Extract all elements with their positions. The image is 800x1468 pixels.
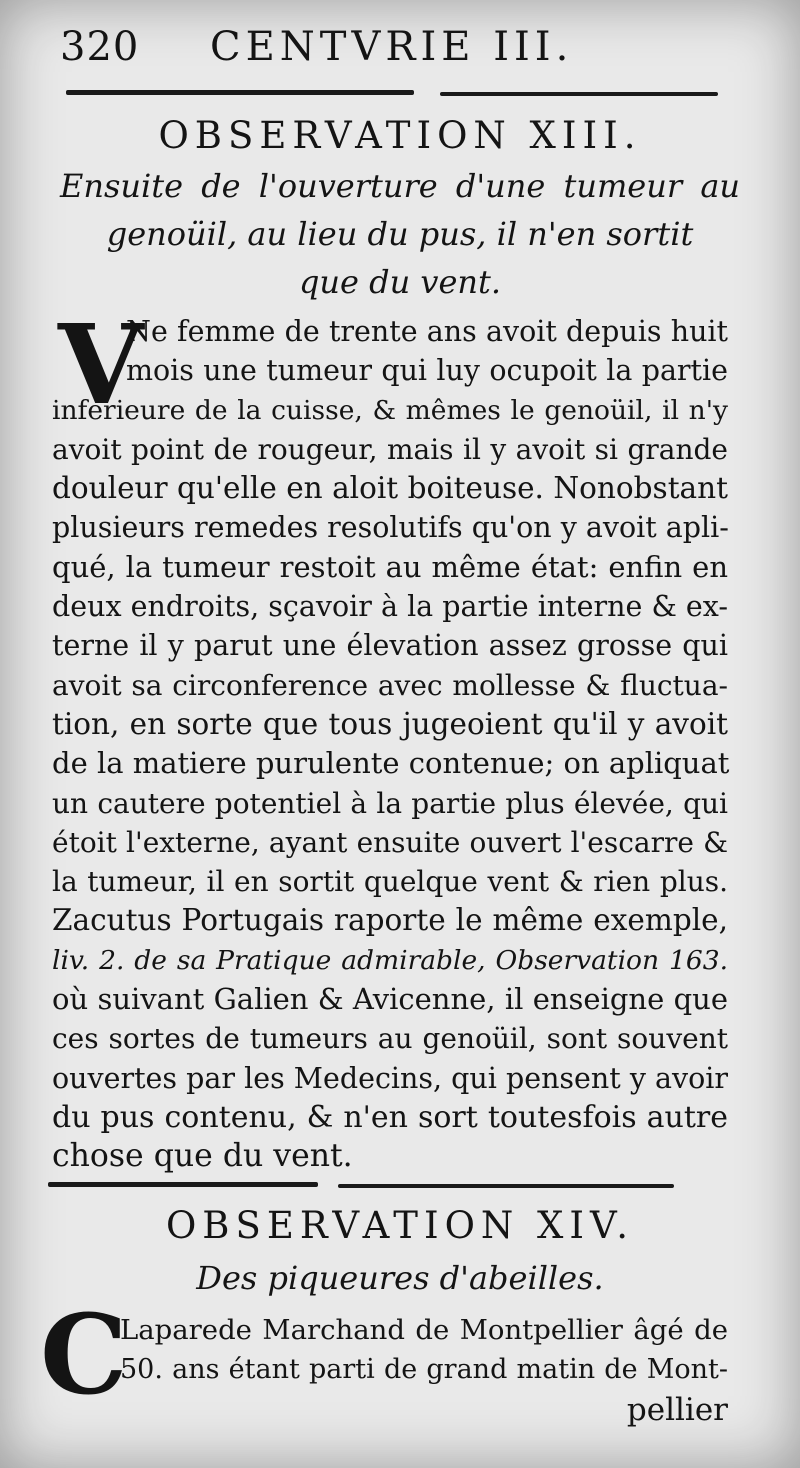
text-line: avoit sa circonference avec mollesse & fluctua- — [52, 668, 728, 702]
drop-cap-v: V — [58, 300, 144, 429]
text-line: ouvertes par les Medecins, qui pensent y avoir — [52, 1061, 728, 1095]
text-line: deux endroits, sçavoir à la partie interne & ex- — [52, 590, 728, 624]
observation-13-heading: OBSERVATION XIII. — [158, 114, 642, 157]
text-line: tion, en sorte que tous jugeoient qu'il y avoit — [52, 706, 728, 741]
text-line: Zacutus Portugais raporte le même exemple, — [52, 903, 728, 938]
text-line: Laparede Marchand de Montpellier âgé de — [120, 1314, 728, 1346]
text-line: de la matiere purulente contenue; on apliquat — [52, 746, 730, 781]
running-header — [60, 18, 720, 74]
text-line: chose que du vent. — [52, 1138, 353, 1175]
catchword: pellier — [626, 1392, 728, 1428]
subtitle-line: que du vent. — [298, 263, 502, 301]
running-title: CENTVRIE III. — [210, 24, 574, 70]
text-line: liv. 2. de sa Pratique admirable, Observation 163. — [52, 944, 728, 976]
subtitle-line: genoüil, au lieu du pus, il n'en sortit — [106, 215, 694, 253]
subtitle-line: Ensuite de l'ouverture d'une tumeur au — [60, 167, 740, 205]
observation-14-subtitle: Des piqueures d'abeilles. — [196, 1259, 604, 1297]
text-line: mois une tumeur qui luy ocupoit la partie — [126, 354, 728, 388]
header-rule-right — [440, 92, 718, 96]
section-rule-right — [338, 1184, 674, 1188]
text-line: 50. ans étant parti de grand matin de Mont- — [120, 1354, 728, 1386]
text-line: la tumeur, il en sortit quelque vent & rien plus. — [52, 865, 728, 899]
observation-14-body — [52, 1311, 728, 1390]
text-line: qué, la tumeur restoit au même état: enfin en — [52, 549, 728, 584]
section-rule-left — [48, 1182, 318, 1187]
text-line: douleur qu'elle en aloit boiteuse. Nonobstant — [52, 471, 728, 506]
drop-cap-c: C — [40, 1290, 128, 1419]
text-line: où suivant Galien & Avicenne, il enseigne que — [52, 982, 728, 1017]
text-line: étoit l'externe, ayant ensuite ouvert l'escarre & — [52, 825, 728, 859]
text-line: plusieurs remedes resolutifs qu'on y avoit apli- — [52, 511, 729, 545]
header-rule-left — [66, 90, 414, 95]
observation-13-subtitle — [60, 162, 740, 306]
text-line: terne il y parut une élevation assez grosse qui — [52, 629, 728, 663]
observation-13-body — [52, 300, 730, 1177]
page-number: 320 — [60, 24, 140, 70]
text-line: avoit point de rougeur, mais il y avoit si grande — [52, 432, 728, 466]
observation-14-heading: OBSERVATION XIV. — [165, 1204, 635, 1247]
text-line: ces sortes de tumeurs au genoüil, sont souvent — [52, 1022, 728, 1056]
text-line: du pus contenu, & n'en sort toutesfois autre — [52, 1099, 728, 1135]
text-line: Ne femme de trente ans avoit depuis huit — [126, 315, 728, 348]
text-line: un cautere potentiel à la partie plus élevée, qui — [52, 786, 728, 820]
text-line: inferieure de la cuisse, & mêmes le genoüil, il n'y — [52, 394, 728, 426]
